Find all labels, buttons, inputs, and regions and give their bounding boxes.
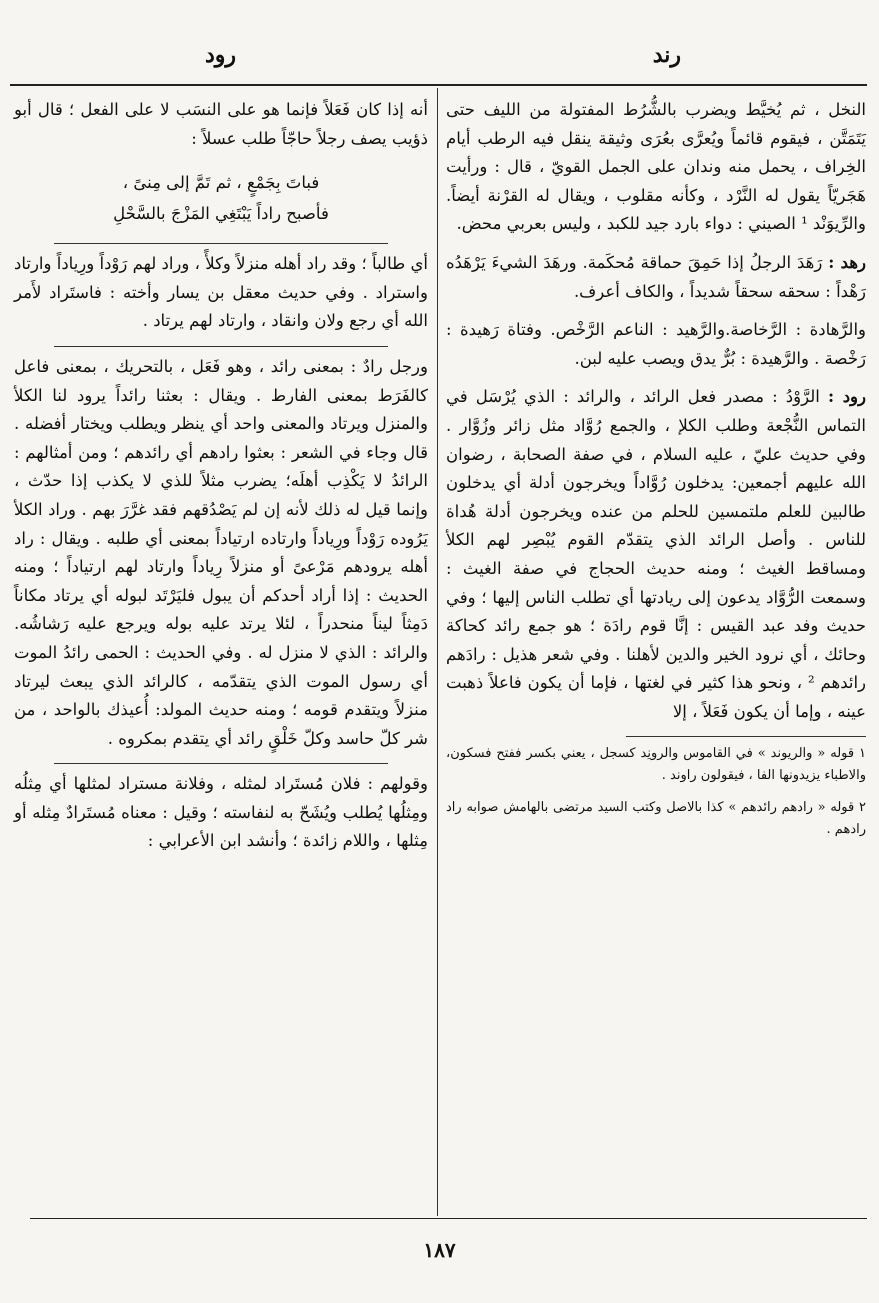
entry-rwd-text: الرَّوْدُ : مصدر فعل الرائد ، والرائد : الذي يُرْسَل في التماس النُّجْعة وطلب الكلإ ، والجمع رُوَّاد مثل زائر وزُوَّار . وفي حديث عليّ ، عليه السلام ، في صفة الصحابة ، رضوان الله عليهم أجمعين: يدخلون رُوَّاداً ويخرجون أدلة أي يدخلون طالبين للعلم ملتمسين للحلم من عنده ويخرجون أدلة هُداة للناس . وأصل الرائد الذي يتقدّم القوم يُبْصِر لهم الكلأ ومساقط الغيث ؛ ومنه حديث الحجاج في صفة الغيث : وسمعت الرُّوَّاد يدعون إلى ريادتها أي تطلب الناس إليها ؛ وفي حديث وفد عبد القيس : إنَّا قوم رادَة ؛ هو جمع رائد كحاكة وحائك ، أي نرود الخير والدين لأهلنا . وفي شعر هذيل : رادَهم رائدهم ² ، ونحو هذا كثير في لغتها ، فإما أن يكون فاعلاً ذهبت عينه ، وإما أن يكون فَعَلاً ، إلا bbox=[446, 387, 866, 721]
section-rule-2 bbox=[54, 346, 388, 347]
headword-rhd: رهد : bbox=[828, 252, 866, 272]
footer-rule bbox=[30, 1218, 867, 1219]
entry-rhd-text: رَهَدَ الرجلُ إذا حَمِقَ حماقة مُحكَمة. ورهَدَ الشيءَ يَرْهَدُه رَهْداً : سحقه سحقاً شديداً ، والكاف أعرف. bbox=[446, 252, 866, 301]
section-rule-1 bbox=[54, 243, 388, 244]
poem-verse bbox=[14, 167, 428, 229]
right-column bbox=[446, 96, 866, 851]
page-number: ١٨٧ bbox=[423, 1238, 456, 1262]
verse-line-1: فباتَ بِجَمْعٍ ، ثم تَمَّ إلى مِنىً ، bbox=[122, 173, 320, 193]
right-paragraph-rnd: النخل ، ثم يُخيَّط ويضرب بالشُّرُط المفتولة من الليف حتى يَتَمَتَّن ، فيقوم قائماً ويُعرَّى بعُرَى وثيقة ينقل فيه الرطب أيام الخِراف ، يحمل منه وندان على الجمل القويّ ، قال : ورأيت هَجَريّاً يقول له النَّرْد ، وكأنه مقلوب ، ويقال له القرْنة أيضاً. والرِّيوَنْد ¹ الصيني : دواء بارد جيد للكبد ، وليس بعربي محض. bbox=[446, 100, 866, 234]
footnote-rule bbox=[626, 736, 866, 737]
entry-rwd bbox=[446, 383, 866, 726]
footnote-2: ٢ قوله « رادهم رائدهم » كذا بالاصل وكتب السيد مرتضى بالهامش صوابه راد رادهم . bbox=[446, 800, 866, 838]
running-header-right: رند bbox=[652, 42, 681, 68]
column-divider bbox=[437, 88, 438, 1216]
left-paragraph-1: أنه إذا كان فَعَلاً فإنما هو على النسَب لا على الفعل ؛ قال أبو ذؤيب يصف رجلاً حاجّاً طلب عسلاً : bbox=[14, 100, 428, 148]
left-paragraph-4: وقولهم : فلان مُستَراد لمثله ، وفلانة مستراد لمثلها أي مِثلُه ومِثلُها يُطلب ويُشَحّ به لنفاسته ؛ وقيل : معناه مُستَرادٌ مِثله أو مِثلها ، واللام زائدة ؛ وأنشد ابن الأعرابي : bbox=[14, 774, 428, 851]
entry-rhd bbox=[446, 249, 866, 306]
verse-line-2: فأصبح راداً يَبْتَغِي المَزْجَ بالسَّحْلِ bbox=[113, 204, 329, 224]
footnote-1: ١ قوله « والريوند » في القاموس والرونِد كسجل ، يعني بكسر ففتح فسكون، والاطباء يزيدونها الفا ، فيقولون راوند . bbox=[446, 746, 866, 784]
headword-rwd: رود : bbox=[827, 387, 866, 407]
section-rule-3 bbox=[54, 763, 388, 764]
entry-rhd-continued: والرَّهادة : الرَّخاصة.والرَّهيد : الناعم الرَّخْص. وفتاة رَهيدة : رَخْصة . والرَّهيدة : بُرٌّ يدق ويصب عليه لبن. bbox=[446, 320, 866, 368]
left-paragraph-2: أي طالباً ؛ وقد راد أهله منزلاً وكلأً ، وراد لهم رَوْداً ورِياداً وارتاد واستراد . وفي حديث معقل بن يسار وأخته : فاستَراد لأَمر الله أي رجع ولان وانقاد ، وارتاد لهم يرتاد . bbox=[14, 254, 428, 331]
left-paragraph-3: ورجل رادٌ : بمعنى رائد ، وهو فَعَل ، بالتحريك ، بمعنى فاعل كالفَرَط بمعنى الفارط . ويقال : بعثنا رائداً يرود لنا الكلأ والمنزل ويرتاد والمعنى واحد أي ينظر ويطلب ويختار أفضله . قال وجاء في الشعر : بعثوا رادهم أي رائدهم ؛ ومن أمثالهم : الرائدُ لا يَكْذِب أهلَه؛ يضرب مثلاً للذي لا يكذب إذا حدّث ، وإنما قيل له ذلك لأنه إن لم يَصْدُقهم فقد غرَّرَ بهم . وراد الكلأ يَرُوده رَوْداً ورِياداً وارتاده ارتياداً بمعنى أي طلبه . ويقال : راد أهله يرودهم مَرْعىً أو منزلاً رِياداً وارتاد لهم ارتياداً ؛ ومنه الحديث : إذا أراد أحدكم أن يبول فليَرْتَد لبوله أي يرتاد مكاناً دَمِثاً ليناً منحدراً ، لئلا يرتد عليه بوله ويرجع عليه رَشاشُه. والرائد : الذي لا منزل له . وفي الحديث : الحمى رائدُ الموت أي رسول الموت الذي يتقدّمه ، كالرائد الذي يبعث ليرتاد منزلاً ويتقدم قومه ؛ ومنه حديث المولد: أُعيذك بالواحد ، من شر كلّ حاسد وكلّ خَلْقٍ رائد أي يتقدم بمكروه . bbox=[14, 356, 428, 748]
left-column bbox=[14, 96, 428, 866]
running-header-left: رود bbox=[205, 42, 237, 68]
header-rule bbox=[10, 84, 867, 86]
